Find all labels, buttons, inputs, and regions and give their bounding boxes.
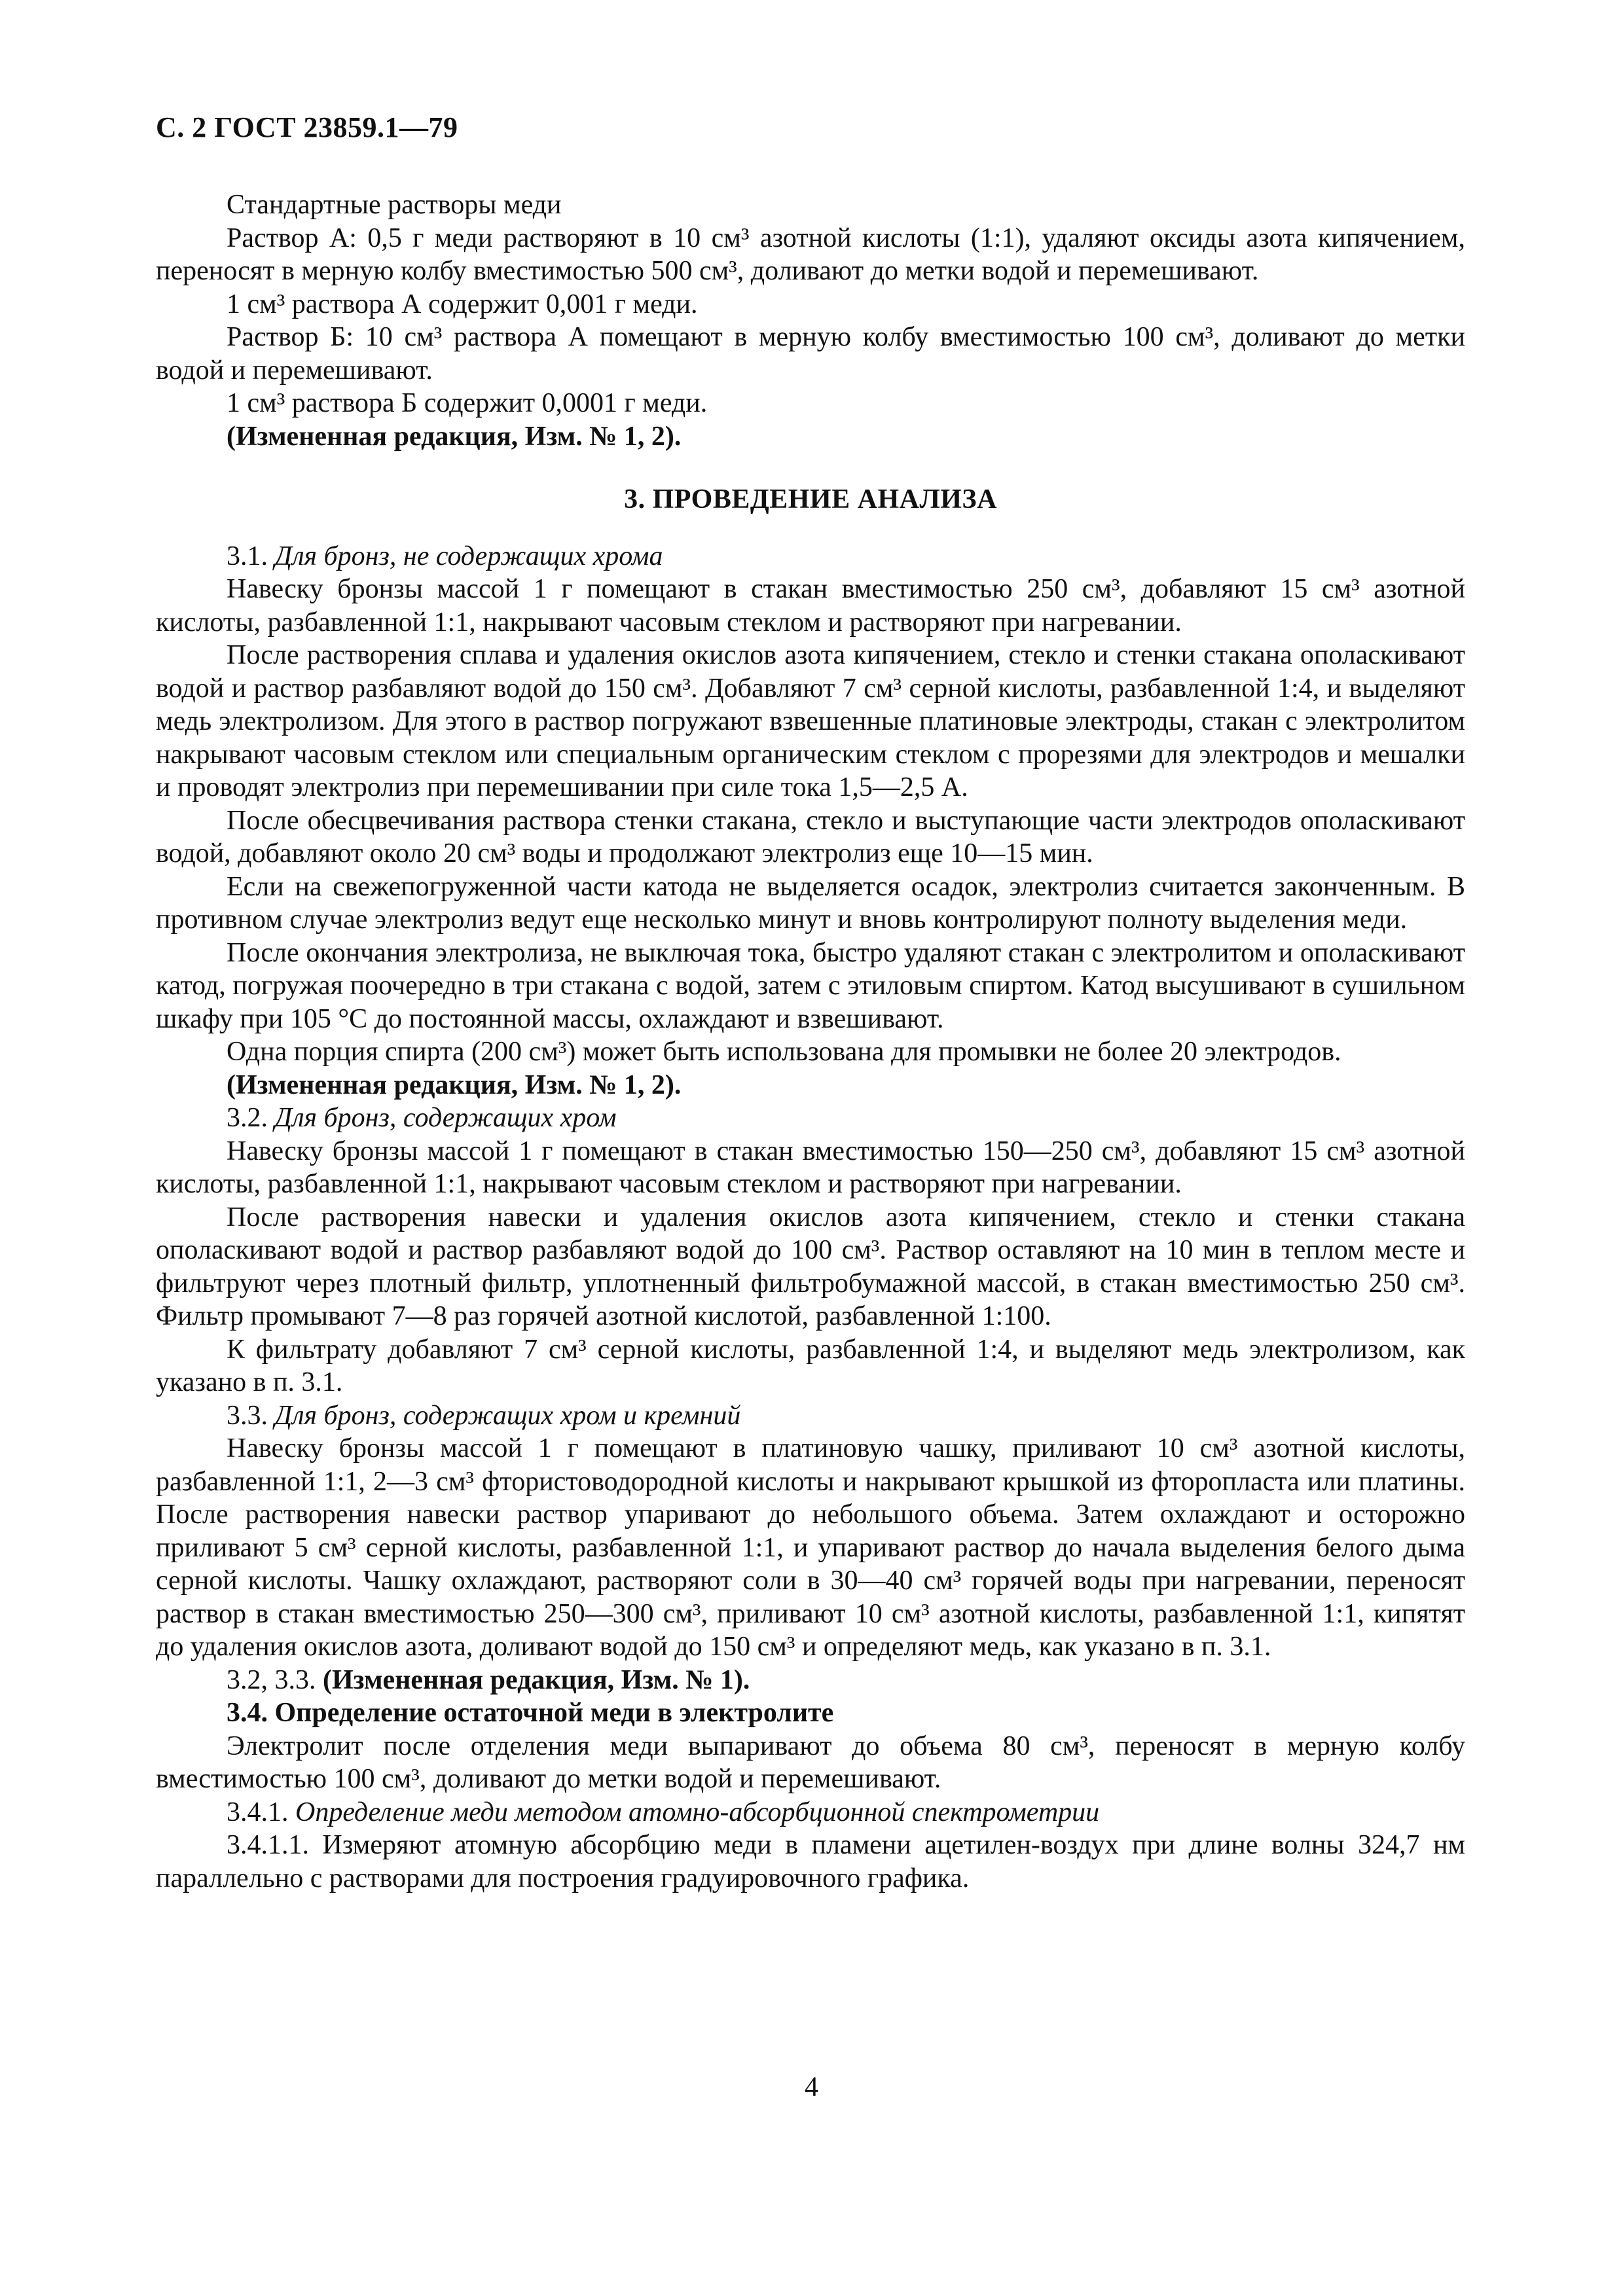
paragraph: Стандартные растворы меди xyxy=(227,190,562,220)
subsection-heading xyxy=(156,1796,1465,1829)
paragraph: Раствор Б: 10 см³ раствора А помещают в мерную колбу вместимостью 100 см³, доливают до метки водой и перемешивают. xyxy=(156,322,1465,386)
clause-title: Для бронз, не содержащих хрома xyxy=(274,541,663,571)
paragraph: После окончания электролиза, не выключая тока, быстро удаляют стакан с электролитом и ополаскивают катод, погружая поочередно в три стакана с водой, затем с этиловым спиртом. Катод высушивают в сушильном шкафу при 105 °С до постоянной массы, охлаждают и взвешивают. xyxy=(156,937,1465,1034)
subsection-heading: 3.4. Определение остаточной меди в электролите xyxy=(227,1698,834,1728)
paragraph: Навеску бронзы массой 1 г помещают в платиновую чашку, приливают 10 см³ азотной кислоты, разбавленной 1:1, 2—3 см³ фтористоводородной кислоты и накрывают крышкой из фторопласта или платины. После растворения навески раствор упаривают до небольшого объема. Затем охлаждают и осторожно приливают 5 см³ серной кислоты, разбавленной 1:1, и упаривают раствор до начала выделения белого дыма серной кислоты. Чашку охлаждают, растворяют соли в 30—40 см³ горячей воды при нагревании, переносят раствор в стакан вместимостью 250—300 см³, приливают 10 см³ азотной кислоты, разбавленной 1:1, кипятят до удаления окислов азота, доливают водой до 150 см³ и определяют медь, как указано в п. 3.1. xyxy=(156,1433,1465,1662)
clause-number: 3.2, 3.3. xyxy=(227,1664,316,1695)
paragraph: 3.4.1.1. Измеряют атомную абсорбцию меди в пламени ацетилен-воздух при длине волны 324,7 нм параллельно с растворами для построения градуировочного графика. xyxy=(156,1830,1465,1893)
paragraph: К фильтрату добавляют 7 см³ серной кислоты, разбавленной 1:4, и выделяют медь электролизом, как указано в п. 3.1. xyxy=(156,1334,1465,1397)
clause-number: 3.1. xyxy=(227,541,268,571)
clause-title: Для бронз, содержащих хром и кремний xyxy=(274,1400,741,1431)
amendment-note: (Измененная редакция, Изм. № 1). xyxy=(323,1664,750,1695)
page-number: 4 xyxy=(805,2072,818,2102)
paragraph: Одна порция спирта (200 см³) может быть использована для промывки не более 20 электродов. xyxy=(227,1037,1341,1067)
clause-title: Для бронз, содержащих хром xyxy=(274,1103,617,1133)
paragraph: Раствор А: 0,5 г меди растворяют в 10 см³ азотной кислоты (1:1), удаляют оксиды азота кипячением, переносят в мерную колбу вместимостью 500 см³, доливают до метки водой и перемешивают. xyxy=(156,223,1465,286)
document-body xyxy=(156,188,1465,1895)
paragraph: Навеску бронзы массой 1 г помещают в стакан вместимостью 150—250 см³, добавляют 15 см³ азотной кислоты, разбавленной 1:1, накрывают часовым стеклом и растворяют при нагревании. xyxy=(156,1136,1465,1199)
clause-number: 3.4.1. xyxy=(227,1797,289,1827)
clause-number: 3.2. xyxy=(227,1103,268,1133)
paragraph: Если на свежепогруженной части катода не выделяется осадок, электролиз считается законченным. В противном случае электролиз ведут еще несколько минут и вновь контролируют полноту выделения меди. xyxy=(156,871,1465,935)
paragraph: После растворения навески и удаления окислов азота кипячением, стекло и стенки стакана ополаскивают водой и раствор разбавляют водой до 100 см³. Раствор оставляют на 10 мин в теплом месте и фильтруют через плотный фильтр, уплотненный фильтробумажной массой, в стакан вместимостью 250 см³. Фильтр промывают 7—8 раз горячей азотной кислотой, разбавленной 1:100. xyxy=(156,1202,1465,1331)
amendment-note: (Измененная редакция, Изм. № 1, 2). xyxy=(227,421,682,452)
subsection-heading xyxy=(156,540,1465,573)
section-heading: 3. ПРОВЕДЕНИЕ АНАЛИЗА xyxy=(624,484,997,514)
amendment-line xyxy=(156,1664,1465,1697)
paragraph: 1 см³ раствора Б содержит 0,0001 г меди. xyxy=(227,388,708,418)
subsection-heading xyxy=(156,1399,1465,1433)
paragraph: После растворения сплава и удаления окислов азота кипячением, стекло и стенки стакана ополаскивают водой и раствор разбавляют водой до 150 см³. Добавляют 7 см³ серной кислоты, разбавленной 1:4, и выделяют медь электролизом. Для этого в раствор погружают взвешенные платиновые электроды, стакан с электролитом накрывают часовым стеклом или специальным органическим стеклом с прорезями для электродов и мешалки и проводят электролиз при перемешивании при силе тока 1,5—2,5 А. xyxy=(156,640,1465,802)
clause-number: 3.3. xyxy=(227,1400,268,1431)
paragraph: 1 см³ раствора А содержит 0,001 г меди. xyxy=(227,289,698,319)
clause-title: Определение меди методом атомно-абсорбционной спектрометрии xyxy=(295,1797,1100,1827)
paragraph: Электролит после отделения меди выпаривают до объема 80 см³, переносят в мерную колбу вместимостью 100 см³, доливают до метки водой и перемешивают. xyxy=(156,1731,1465,1794)
running-header: С. 2 ГОСТ 23859.1—79 xyxy=(156,111,458,143)
paragraph: Навеску бронзы массой 1 г помещают в стакан вместимостью 250 см³, добавляют 15 см³ азотной кислоты, разбавленной 1:1, накрывают часовым стеклом и растворяют при нагревании. xyxy=(156,574,1465,637)
paragraph: После обесцвечивания раствора стенки стакана, стекло и выступающие части электродов ополаскивают водой, добавляют около 20 см³ воды и продолжают электролиз еще 10—15 мин. xyxy=(156,805,1465,869)
amendment-note: (Измененная редакция, Изм. № 1, 2). xyxy=(227,1069,682,1100)
subsection-heading xyxy=(156,1102,1465,1135)
